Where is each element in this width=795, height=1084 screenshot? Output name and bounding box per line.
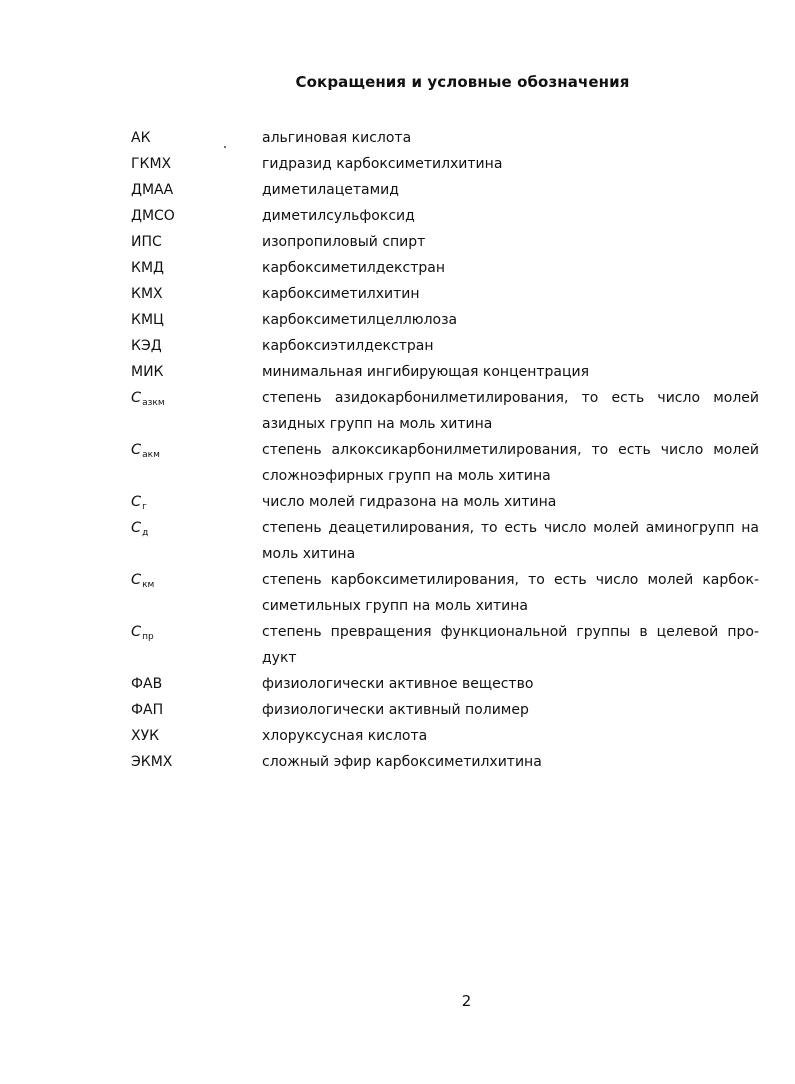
term: ГКМХ xyxy=(131,156,172,172)
page-title: Сокращения и условные обозначения xyxy=(295,73,630,91)
definition: карбоксиэтилдекстран xyxy=(262,338,434,354)
term: ФАП xyxy=(131,702,164,718)
term: ФАВ xyxy=(131,676,163,692)
symbol-letter: C xyxy=(131,442,142,458)
definition: хлоруксусная кислота xyxy=(262,728,428,744)
list-item xyxy=(131,255,759,281)
symbol-subscript: азкм xyxy=(142,398,165,408)
list-item xyxy=(131,515,759,567)
definition: степень деацетилирования, то есть число молей аминогрупп на моль хитина xyxy=(262,520,759,562)
symbol-subscript: км xyxy=(142,580,155,590)
symbol-letter: C xyxy=(131,520,142,536)
definition: степень алкоксикарбонилметилирования, то есть число молей сложноэфирных групп на моль хитина xyxy=(262,442,759,484)
symbol-subscript: пр xyxy=(142,632,154,642)
list-item xyxy=(131,671,759,697)
symbol xyxy=(131,489,262,515)
list-item xyxy=(131,307,759,333)
term: АК xyxy=(131,130,151,146)
definition: карбоксиметилдекстран xyxy=(262,260,445,276)
definition: степень азидокарбонилметилирования, то есть число молей азидных групп на моль хитина xyxy=(262,390,759,432)
definition: физиологически активный полимер xyxy=(262,702,529,718)
symbol-letter: C xyxy=(131,390,142,406)
term: ДМСО xyxy=(131,208,175,224)
definition: изопропиловый спирт xyxy=(262,234,426,250)
definition: гидразид карбоксиметилхитина xyxy=(262,156,503,172)
symbol xyxy=(131,567,262,593)
definition: степень карбоксиметилирования, то есть число молей карбоксиметильных групп на моль хитина xyxy=(262,572,759,614)
list-item xyxy=(131,125,759,151)
definition: степень превращения функциональной группы в целевой продукт xyxy=(262,624,759,666)
term: ЭКМХ xyxy=(131,754,173,770)
term: ДМАА xyxy=(131,182,174,198)
symbol-subscript: г xyxy=(142,502,147,512)
list-item xyxy=(131,749,759,775)
list-item xyxy=(131,385,759,437)
list-item xyxy=(131,359,759,385)
page-number: 2 xyxy=(461,992,472,1010)
symbol xyxy=(131,437,262,463)
list-item xyxy=(131,229,759,255)
list-item xyxy=(131,567,759,619)
list-item xyxy=(131,203,759,229)
definition: карбоксиметилцеллюлоза xyxy=(262,312,458,328)
list-item xyxy=(131,151,759,177)
term: КМД xyxy=(131,260,164,276)
list-item xyxy=(131,697,759,723)
definition: диметилацетамид xyxy=(262,182,399,198)
symbol xyxy=(131,619,262,645)
symbol xyxy=(131,385,262,411)
list-item xyxy=(131,177,759,203)
definition: альгиновая кислота xyxy=(262,130,412,146)
definition: число молей гидразона на моль хитина xyxy=(262,494,557,510)
abbreviation-list xyxy=(131,125,759,775)
symbol-subscript: д xyxy=(142,528,149,538)
definition: карбоксиметилхитин xyxy=(262,286,420,302)
symbol-letter: C xyxy=(131,494,142,510)
symbol-letter: C xyxy=(131,572,142,588)
term: КМЦ xyxy=(131,312,164,328)
symbol-subscript: акм xyxy=(142,450,160,460)
term: КЭД xyxy=(131,338,162,354)
list-item xyxy=(131,333,759,359)
list-item xyxy=(131,619,759,671)
list-item xyxy=(131,281,759,307)
definition: сложный эфир карбоксиметилхитина xyxy=(262,754,542,770)
list-item xyxy=(131,489,759,515)
list-item xyxy=(131,437,759,489)
term: МИК xyxy=(131,364,164,380)
term: ХУК xyxy=(131,728,160,744)
definition: физиологически активное вещество xyxy=(262,676,534,692)
term: ИПС xyxy=(131,234,162,250)
list-item xyxy=(131,723,759,749)
symbol xyxy=(131,515,262,541)
definition: диметилсульфоксид xyxy=(262,208,415,224)
definition: минимальная ингибирующая концентрация xyxy=(262,364,590,380)
term: КМХ xyxy=(131,286,163,302)
symbol-letter: C xyxy=(131,624,142,640)
